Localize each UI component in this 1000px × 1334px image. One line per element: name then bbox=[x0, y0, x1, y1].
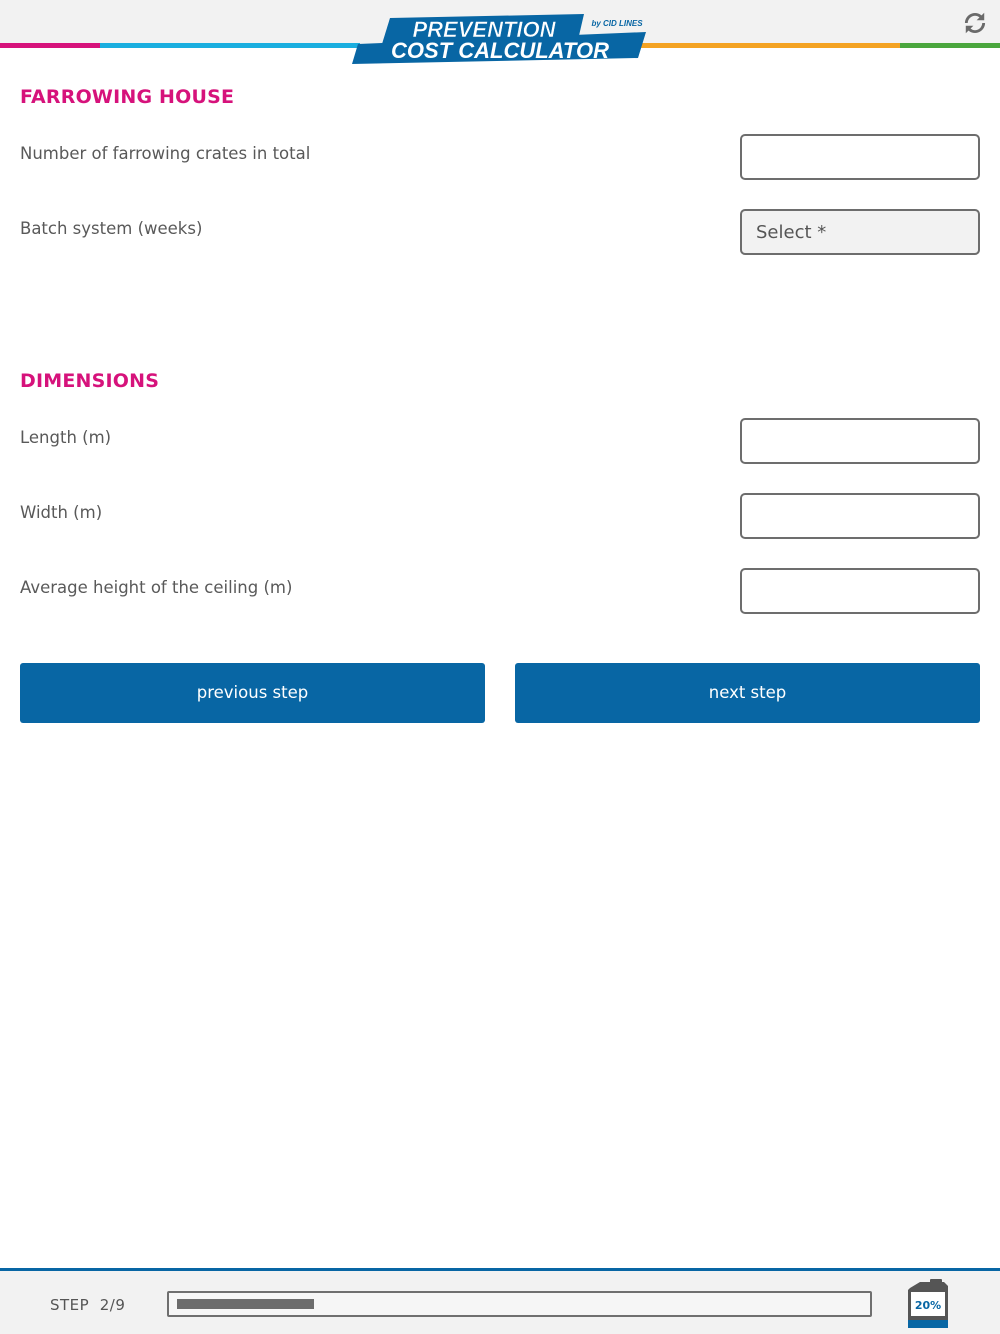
progress-bar bbox=[167, 1291, 872, 1317]
svg-text:COST CALCULATOR: COST CALCULATOR bbox=[391, 38, 609, 63]
progress-bar-fill bbox=[177, 1299, 314, 1309]
length-label: Length (m) bbox=[20, 428, 112, 447]
svg-text:PREVENTION: PREVENTION bbox=[412, 17, 556, 42]
batch-system-select[interactable] bbox=[740, 209, 980, 255]
app-header bbox=[0, 0, 1000, 63]
refresh-icon[interactable] bbox=[962, 10, 988, 36]
batch-system-label: Batch system (weeks) bbox=[20, 219, 203, 238]
width-label: Width (m) bbox=[20, 503, 103, 522]
header-stripe-cyan bbox=[100, 43, 360, 48]
previous-step-button[interactable]: previous step bbox=[20, 663, 485, 723]
step-indicator: STEP 2/9 bbox=[50, 1296, 126, 1314]
farrowing-crates-label: Number of farrowing crates in total bbox=[20, 144, 311, 163]
batch-system-selected-value: Select * bbox=[756, 221, 827, 243]
header-stripe-green bbox=[900, 43, 1000, 48]
svg-text:by CID LINES: by CID LINES bbox=[591, 19, 643, 28]
ceiling-height-label: Average height of the ceiling (m) bbox=[20, 578, 293, 597]
farrowing-house-title: FARROWING HOUSE bbox=[20, 86, 235, 108]
header-stripe-orange bbox=[640, 43, 900, 48]
dimensions-title: DIMENSIONS bbox=[20, 370, 160, 392]
canister-icon bbox=[906, 1278, 950, 1330]
farrowing-crates-input[interactable] bbox=[740, 134, 980, 180]
length-input[interactable] bbox=[740, 418, 980, 464]
prevention-cost-calculator-logo bbox=[352, 10, 648, 68]
width-input[interactable] bbox=[740, 493, 980, 539]
ceiling-height-input[interactable] bbox=[740, 568, 980, 614]
next-step-button[interactable]: next step bbox=[515, 663, 980, 723]
header-stripe-pink bbox=[0, 43, 100, 48]
progress-percent-label: 20% bbox=[914, 1299, 942, 1312]
